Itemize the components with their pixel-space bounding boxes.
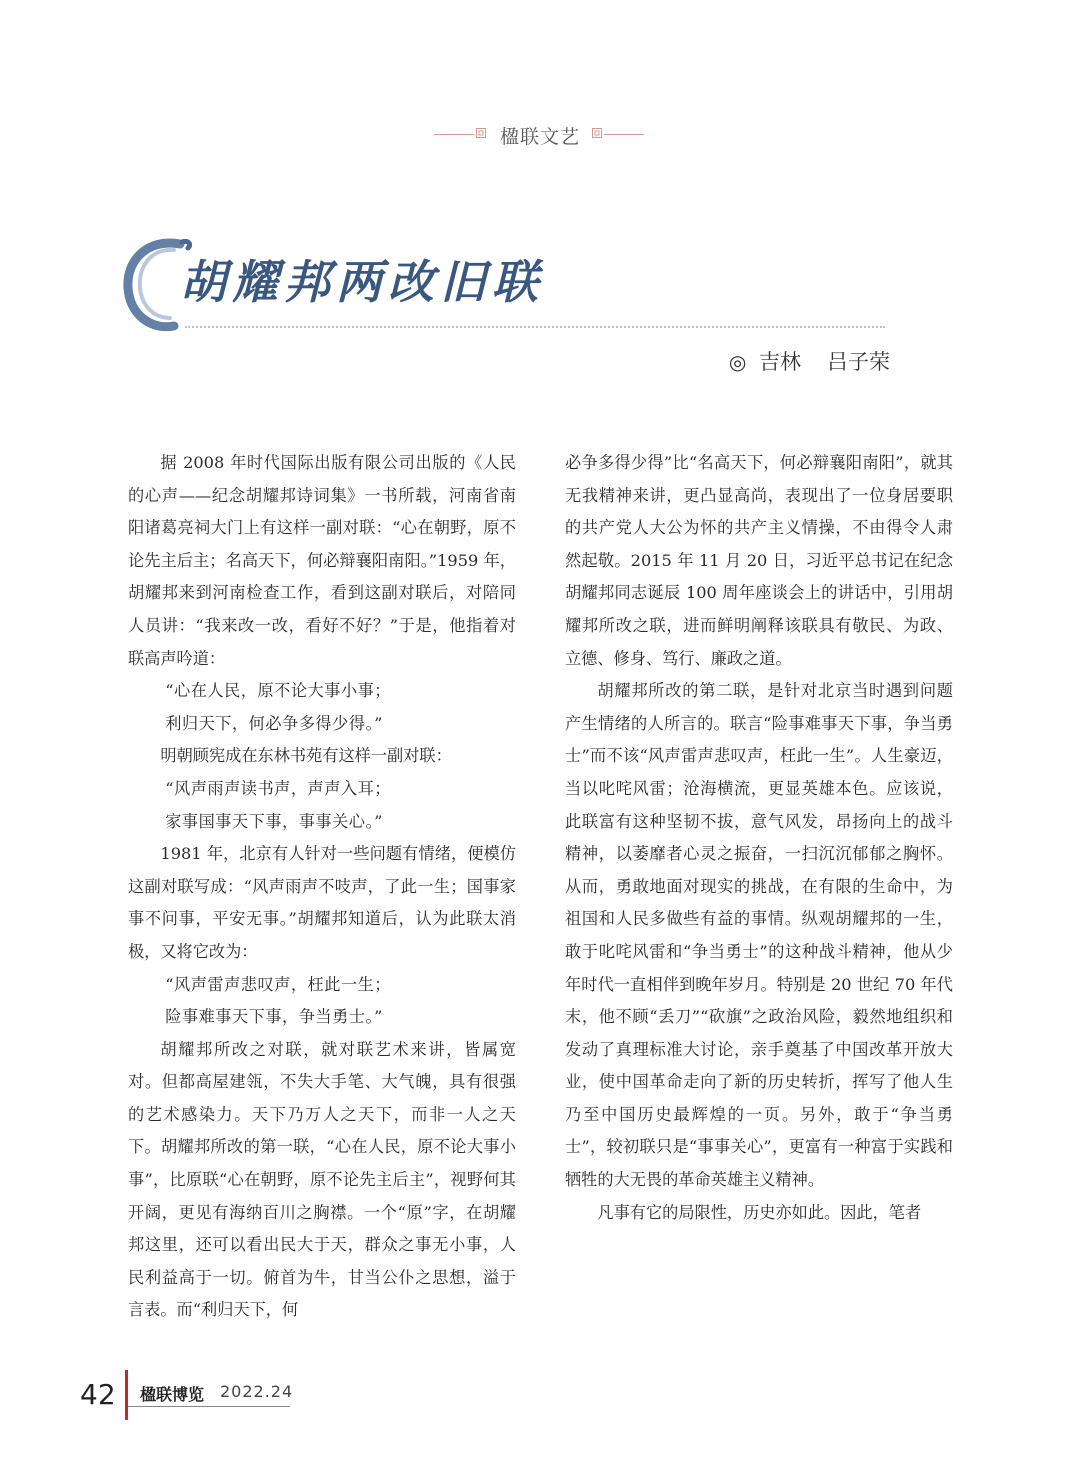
paragraph-continued: 必争多得少得”比“名高天下，何必辩襄阳南阳”，就其无我精神来讲，更凸显高尚，表现出了一位身居要职的共产党人大公为怀的共产主义情操，不由得令人肃然起敬。2015 年 11 月 20 日，习近平总书记在纪念胡耀邦同志诞辰 100 周年座谈会上的讲话中，引用胡耀邦所改之联，进而鲜明阐释该联具有敬民、为政、立德、修身、笃行、廉政之道。 xyxy=(565,453,953,668)
title-dotted-rule xyxy=(185,326,885,328)
couplet-line: 利归天下，何必争多得少得。” xyxy=(165,713,383,733)
footer-rule xyxy=(128,1406,290,1407)
body-column-right xyxy=(565,447,953,1229)
author-mark-icon: ◎ xyxy=(728,350,747,374)
issue-number: 2022.24 xyxy=(220,1382,294,1401)
author-name: 吕子荣 xyxy=(827,350,890,374)
paragraph: 胡耀邦所改的第二联，是针对北京当时遇到问题产生情绪的人所言的。联言“险事难事天下事，争当勇士”而不该“风声雷声悲叹声，枉此一生”。人生豪迈，当以叱咤风雷；沧海横流，更显英雄本色。应该说，此联富有这种坚韧不拔，意气风发，昂扬向上的战斗精神，以萎靡者心灵之振奋，一扫沉沉郁郁之胸怀。从而，勇敢地面对现实的挑战，在有限的生命中，为祖国和人民多做些有益的事情。纵观胡耀邦的一生，敢于叱咤风雷和“争当勇士”的这种战斗精神，他从少年时代一直相伴到晚年岁月。特别是 20 世纪 70 年代末，他不顾“丢刀”“砍旗”之政治风险，毅然地组织和发动了真理标准大讨论，亲手奠基了中国改革开放大业，使中国革命走向了新的历史转折，挥写了他人生乃至中国历史最辉煌的一页。另外，敢于“争当勇士”，较初联只是“事事关心”，更富有一种富于实践和牺牲的大无畏的革命英雄主义精神。 xyxy=(565,681,953,1190)
couplet-line: 险事难事天下事，争当勇士。” xyxy=(165,1007,383,1027)
couplet-line: 家事国事天下事，事事关心。” xyxy=(165,811,383,831)
section-header xyxy=(0,120,1080,150)
paragraph: 1981 年，北京有人针对一些问题有情绪，便模仿这副对联写成：“风声雨声不吱声，了此一生；国事家事不问事，平安无事。”胡耀邦知道后，认为此联太消极，又将它改为： xyxy=(128,844,516,961)
couplet-line: “风声雨声读书声，声声入耳； xyxy=(165,778,391,798)
magazine-name: 楹联博览 xyxy=(140,1385,205,1404)
section-label: 楹联文艺 xyxy=(499,126,580,148)
article-title: 胡耀邦两改旧联 xyxy=(180,255,544,309)
author-region: 吉林 xyxy=(759,350,801,374)
paragraph: 凡事有它的局限性，历史亦如此。因此，笔者 xyxy=(597,1202,922,1222)
author-line xyxy=(700,346,890,376)
header-rule-left xyxy=(434,134,474,135)
page-number: 42 xyxy=(80,1378,116,1411)
paragraph: 明朝顾宪成在东林书苑有这样一副对联： xyxy=(160,746,452,766)
body-column-left xyxy=(128,447,516,1327)
paragraph: 胡耀邦所改之对联，就对联艺术来讲，皆属宽对。但都高屋建瓴，不失大手笔、大气魄，具有很强的艺术感染力。天下乃万人之天下，而非一人之天下。胡耀邦所改的第一联，“心在人民，原不论大事小事”，比原联“心在朝野，原不论先主后主”，视野何其开阔，更见有海纳百川之胸襟。一个“原”字，在胡耀邦这里，还可以看出民大于天，群众之事无小事，人民利益高于一切。俯首为牛，甘当公仆之思想，溢于言表。而“利归天下，何 xyxy=(128,1039,516,1320)
couplet-line: “心在人民，原不论大事小事； xyxy=(165,681,391,701)
page-footer xyxy=(0,1370,1080,1430)
paragraph: 据 2008 年时代国际出版有限公司出版的《人民的心声——纪念胡耀邦诗词集》一书所载，河南省南阳诸葛亮祠大门上有这样一副对联：“心在朝野，原不论先主后主；名高天下，何必辩襄阳南阳。”1959 年，胡耀邦来到河南检查工作，看到这副对联后，对陪同人员讲：“我来改一改，看好不好？”于是，他指着对联高声吟道： xyxy=(128,453,516,668)
couplet-line: “风声雷声悲叹声，枉此一生； xyxy=(165,974,391,994)
header-rule-right xyxy=(604,134,644,135)
fret-ornament-icon xyxy=(592,128,602,138)
fret-ornament-icon xyxy=(476,128,486,138)
footer-accent-bar xyxy=(125,1370,128,1420)
